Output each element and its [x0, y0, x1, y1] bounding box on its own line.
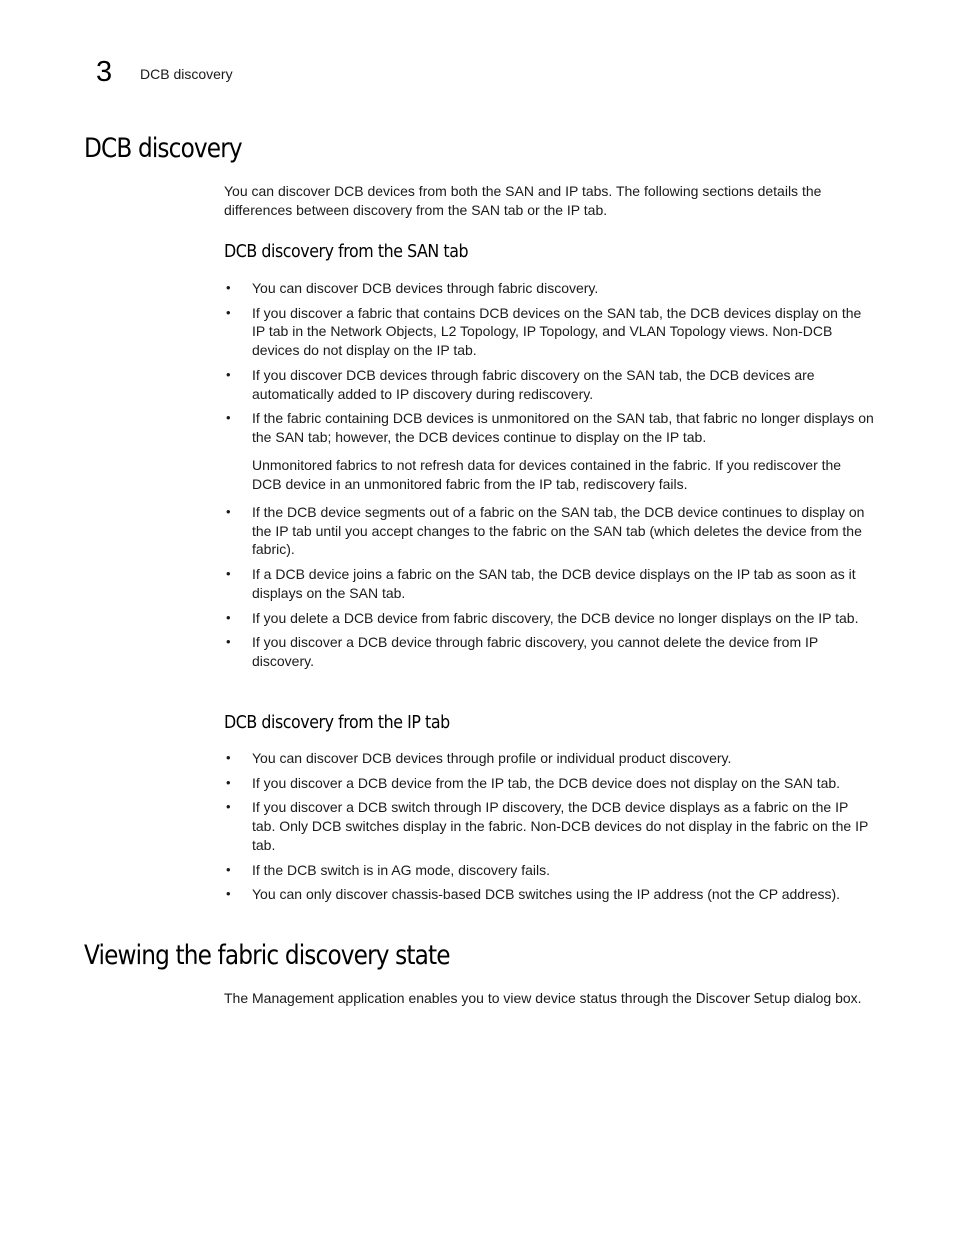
unmonitored-note: Unmonitored fabrics to not refresh data for devices contained in the fabric. If you rediscover the DCB device in an unmonitored fabric from the IP tab, rediscovery fails. [252, 457, 842, 492]
list-item-text: If the DCB switch is in AG mode, discovery fails. [252, 861, 550, 878]
section-title-viewing-fabric-discovery-state: Viewing the fabric discovery state [84, 940, 450, 971]
list-item-text: If the fabric containing DCB devices is unmonitored on the SAN tab, that fabric no longer displays on the SAN tab; however, the DCB devices continue to display on the IP tab. [252, 410, 874, 445]
list-item-text: If you discover a DCB switch through IP discovery, the DCB device displays as a fabric on the IP tab. Only DCB switches display in the fabric. Non-DCB devices do not display in the fabric on the IP tab. [252, 799, 869, 853]
section-title-dcb-discovery: DCB discovery [84, 133, 242, 164]
list-item-text: If the DCB device segments out of a fabric on the SAN tab, the DCB device continues to display on the IP tab until you accept changes to the fabric on the SAN tab (which deletes the device from the fabric). [252, 504, 865, 558]
list-item [224, 304, 874, 360]
running-title: DCB discovery [140, 66, 233, 82]
bullet-icon: • [226, 410, 231, 426]
paragraph-text-after: dialog box. [789, 990, 862, 1006]
bullet-icon: • [226, 566, 231, 582]
list-item-text: You can discover DCB devices through fabric discovery. [252, 280, 599, 296]
paragraph-text-before: The Management application enables you to view device status through the [224, 990, 696, 1006]
bullet-icon: • [226, 304, 231, 320]
list-item [224, 503, 874, 559]
intro-paragraph: You can discover DCB devices from both the SAN and IP tabs. The following sections details the differences between discovery from the SAN tab or the IP tab. [224, 183, 822, 218]
bullet-icon: • [226, 799, 231, 815]
list-item [224, 366, 874, 403]
list-item [224, 279, 874, 298]
viewing-paragraph [224, 989, 874, 1009]
san-bullet-list-a [224, 279, 874, 453]
list-item [224, 774, 874, 793]
list-item-text: If you delete a DCB device from fabric discovery, the DCB device no longer displays on the IP tab. [252, 609, 859, 626]
bullet-icon: • [226, 861, 231, 877]
bullet-icon: • [226, 504, 231, 519]
subsection-title-san-tab: DCB discovery from the SAN tab [224, 241, 469, 262]
san-bullet-list-b [224, 503, 874, 677]
list-item-text: You can discover DCB devices through profile or individual product discovery. [252, 750, 732, 766]
chapter-number: 3 [96, 56, 113, 88]
list-item-text: If you discover a DCB device from the IP tab, the DCB device does not display on the SAN tab. [252, 774, 841, 791]
bullet-icon: • [226, 609, 231, 625]
discover-setup-reference: Discover Setup [695, 992, 790, 1007]
list-item-text: If you discover a DCB device through fabric discovery, you cannot delete the device from IP discovery. [252, 634, 818, 669]
bullet-icon: • [226, 634, 231, 650]
ip-bullet-list [224, 749, 874, 910]
list-item-text: If you discover a fabric that contains DCB devices on the SAN tab, the DCB devices display on the IP tab in the Network Objects, L2 Topology, IP Topology, and VLAN Topology views. Non-DCB devices do not display on the IP tab. [252, 304, 862, 359]
subsection-title-ip-tab: DCB discovery from the IP tab [224, 712, 450, 733]
list-item-text: You can only discover chassis-based DCB switches using the IP address (not the CP address). [252, 886, 841, 903]
list-item [224, 861, 874, 880]
bullet-icon: • [226, 366, 231, 382]
list-item [224, 409, 874, 446]
list-item [224, 565, 874, 602]
list-item [224, 885, 874, 904]
bullet-icon: • [226, 280, 231, 295]
list-item-text: If you discover DCB devices through fabric discovery on the SAN tab, the DCB devices are automatically added to IP discovery during rediscovery. [252, 366, 815, 402]
list-item [224, 798, 874, 854]
bullet-icon: • [226, 886, 231, 902]
list-item [224, 749, 874, 768]
list-item-text: If a DCB device joins a fabric on the SAN tab, the DCB device displays on the IP tab as soon as it displays on the SAN tab. [252, 566, 856, 601]
list-item [224, 609, 874, 628]
bullet-icon: • [226, 750, 231, 765]
list-item [224, 633, 874, 670]
bullet-icon: • [226, 774, 231, 790]
